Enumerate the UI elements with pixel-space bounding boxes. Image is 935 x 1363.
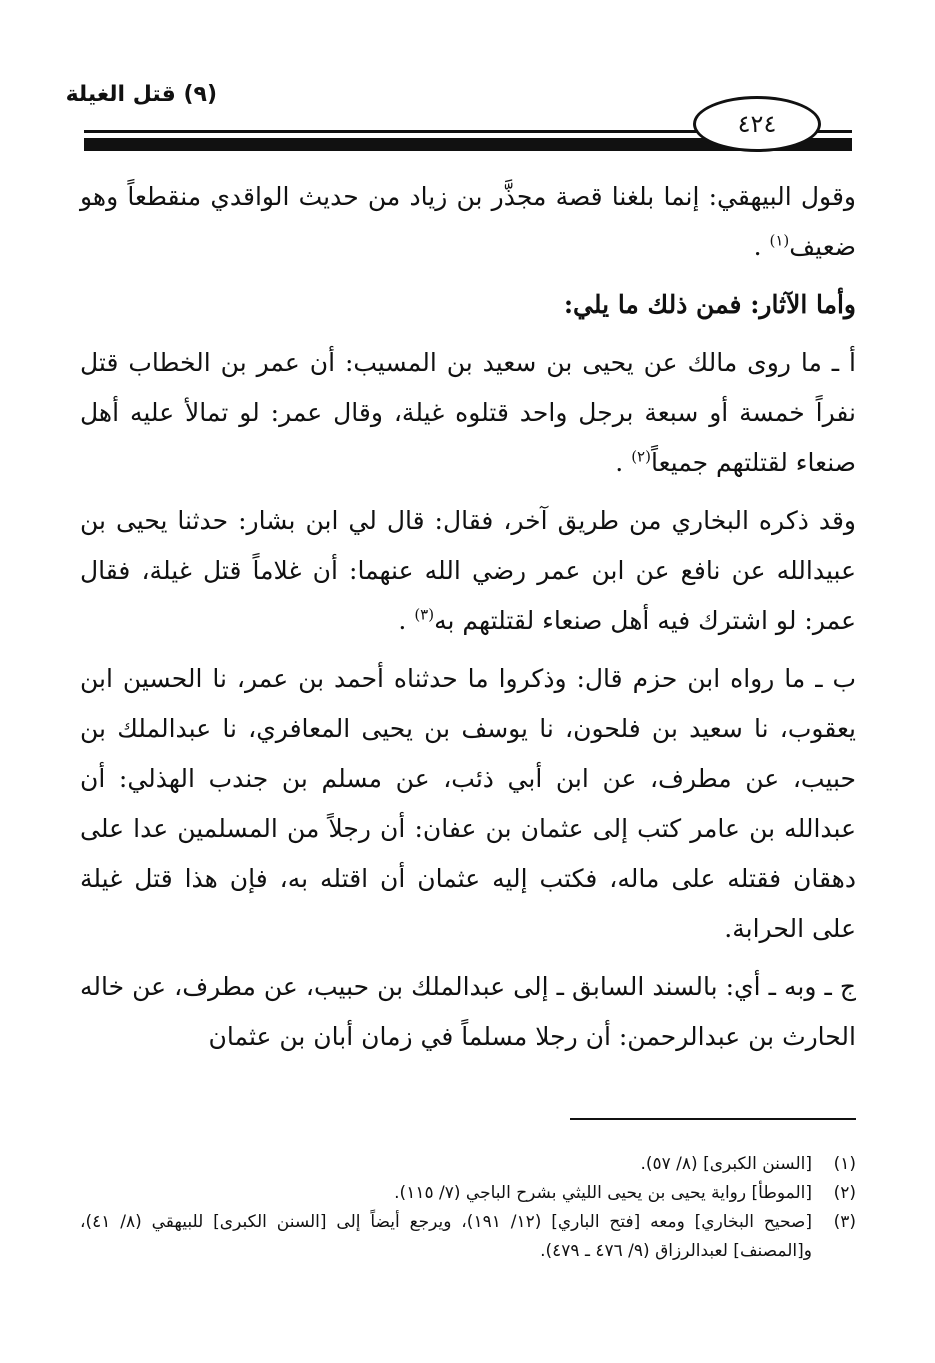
paragraph-3 (80, 338, 856, 488)
paragraph-2-heading: وأما الآثار: فمن ذلك ما يلي: (563, 290, 856, 319)
footnote-ref-1[interactable]: (١) (769, 231, 790, 250)
page-number: ٤٢٤ (737, 110, 777, 138)
footnote-ref-2[interactable]: (٢) (631, 447, 651, 466)
paragraph-3-text: أ ـ ما روى مالك عن يحيى بن سعيد بن المسيب: أن عمر بن الخطاب قتل نفراً خمسة أو سبعة برجل واحد قتلوه غيلة، وقال عمر: لو تمالأ عليه أهل صنعاء لقتلتهم جميعاً (80, 348, 856, 477)
footnote-2 (80, 1179, 856, 1208)
footnote-1-text: [السنن الكبرى] (٨/ ٥٧). (640, 1154, 812, 1174)
footnote-3-number: (٣) (833, 1212, 856, 1232)
paragraph-3-end: . (615, 448, 632, 477)
footnote-3 (80, 1208, 856, 1266)
paragraph-4-end: . (398, 606, 415, 635)
paragraph-6: ج ـ وبه ـ أي: بالسند السابق ـ إلى عبدالملك بن حبيب، عن مطرف، عن خاله الحارث بن عبدالرحمن: أن رجلا مسلماً في زمان أبان بن عثمان (80, 972, 856, 1051)
footnotes (80, 1150, 856, 1266)
paragraph-1 (80, 172, 856, 272)
footnote-rule (570, 1118, 856, 1120)
footnote-1 (80, 1150, 856, 1179)
body-text (80, 172, 856, 1070)
footnote-ref-3[interactable]: (٣) (414, 605, 435, 624)
paragraph-4 (80, 496, 856, 646)
footnote-2-number: (٢) (833, 1183, 856, 1203)
paragraph-1-text: وقول البيهقي: إنما بلغنا قصة مجذَّر بن زياد من حديث الواقدي منقطعاً وهو ضعيف (80, 182, 856, 261)
paragraph-4-text: وقد ذكره البخاري من طريق آخر، فقال: قال لي ابن بشار: حدثنا يحيى بن عبيدالله عن نافع عن ابن عمر رضي الله عنهما: أن غلاماً قتل غيلة، فقال عمر: لو اشترك فيه أهل صنعاء لقتلتهم به (80, 506, 856, 635)
footnote-1-number: (١) (833, 1154, 856, 1174)
footnote-3-text: [صحيح البخاري] ومعه [فتح الباري] (١٢/ ١٩١)، ويرجع أيضاً إلى [السنن الكبرى] للبيهقي (٨/ ٤١)، و[المصنف] لعبدالرزاق (٩/ ٤٧٦ ـ ٤٧٩). (80, 1212, 812, 1261)
footnote-2-text: [الموطأ] رواية يحيى بن يحيى الليثي بشرح الباجي (٧/ ١١٥). (394, 1183, 812, 1203)
paragraph-1-end: . (753, 232, 770, 261)
paragraph-5: ب ـ ما رواه ابن حزم قال: وذكروا ما حدثناه أحمد بن عمر، نا الحسين ابن يعقوب، نا سعيد بن فلحون، نا يوسف بن يحيى المعافري، نا عبدالملك بن حبيب، عن مطرف، عن ابن أبي ذئب، عن مسلم بن جندب الهذلي: أن عبدالله بن عامر كتب إلى عثمان بن عفان: أن رجلاً من المسلمين عدا على دهقان فقتله على ماله، فكتب إليه عثمان أن اقتله به، فإن هذا قتل غيلة على الحرابة. (80, 664, 856, 943)
running-title: (٩) قتل الغيلة (65, 82, 217, 107)
page-number-oval (693, 96, 821, 152)
